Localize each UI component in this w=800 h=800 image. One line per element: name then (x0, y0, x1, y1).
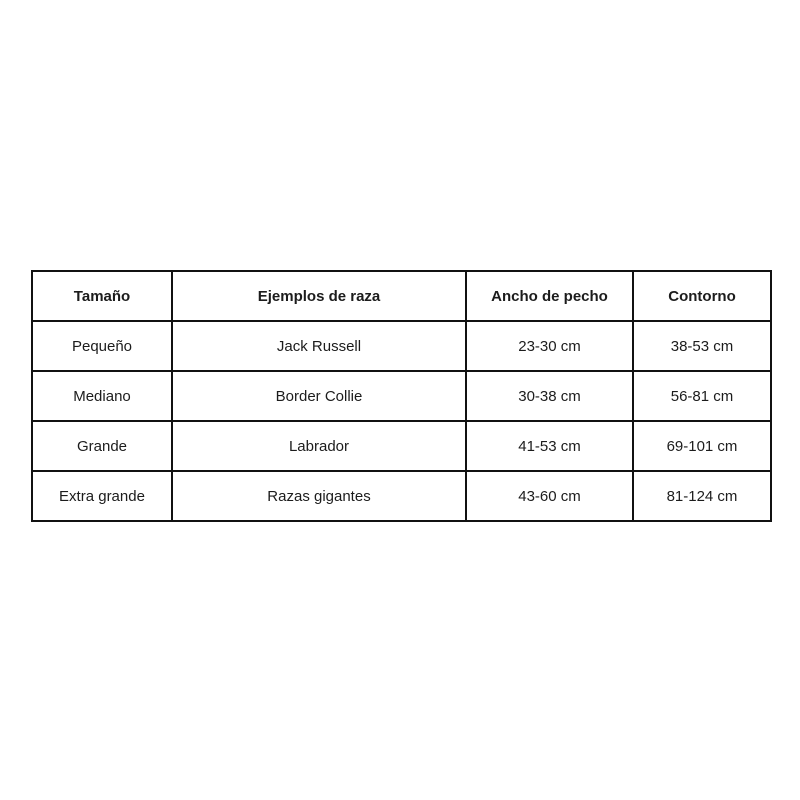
cell-size: Extra grande (32, 471, 172, 521)
cell-size: Pequeño (32, 321, 172, 371)
header-tamano: Tamaño (32, 271, 172, 321)
table-row (32, 321, 771, 371)
cell-girth: 81-124 cm (633, 471, 771, 521)
cell-girth: 56-81 cm (633, 371, 771, 421)
cell-breed-example: Jack Russell (172, 321, 466, 371)
table-row (32, 471, 771, 521)
cell-girth: 38-53 cm (633, 321, 771, 371)
dog-size-table (31, 270, 772, 522)
table-header-row (32, 271, 771, 321)
table-row (32, 421, 771, 471)
cell-girth: 69-101 cm (633, 421, 771, 471)
cell-breed-example: Border Collie (172, 371, 466, 421)
cell-breed-example: Razas gigantes (172, 471, 466, 521)
table-row (32, 371, 771, 421)
cell-size: Grande (32, 421, 172, 471)
header-contorno: Contorno (633, 271, 771, 321)
cell-size: Mediano (32, 371, 172, 421)
cell-chest-width: 43-60 cm (466, 471, 633, 521)
header-ejemplos-de-raza: Ejemplos de raza (172, 271, 466, 321)
cell-chest-width: 30-38 cm (466, 371, 633, 421)
cell-chest-width: 23-30 cm (466, 321, 633, 371)
cell-chest-width: 41-53 cm (466, 421, 633, 471)
header-ancho-de-pecho: Ancho de pecho (466, 271, 633, 321)
cell-breed-example: Labrador (172, 421, 466, 471)
